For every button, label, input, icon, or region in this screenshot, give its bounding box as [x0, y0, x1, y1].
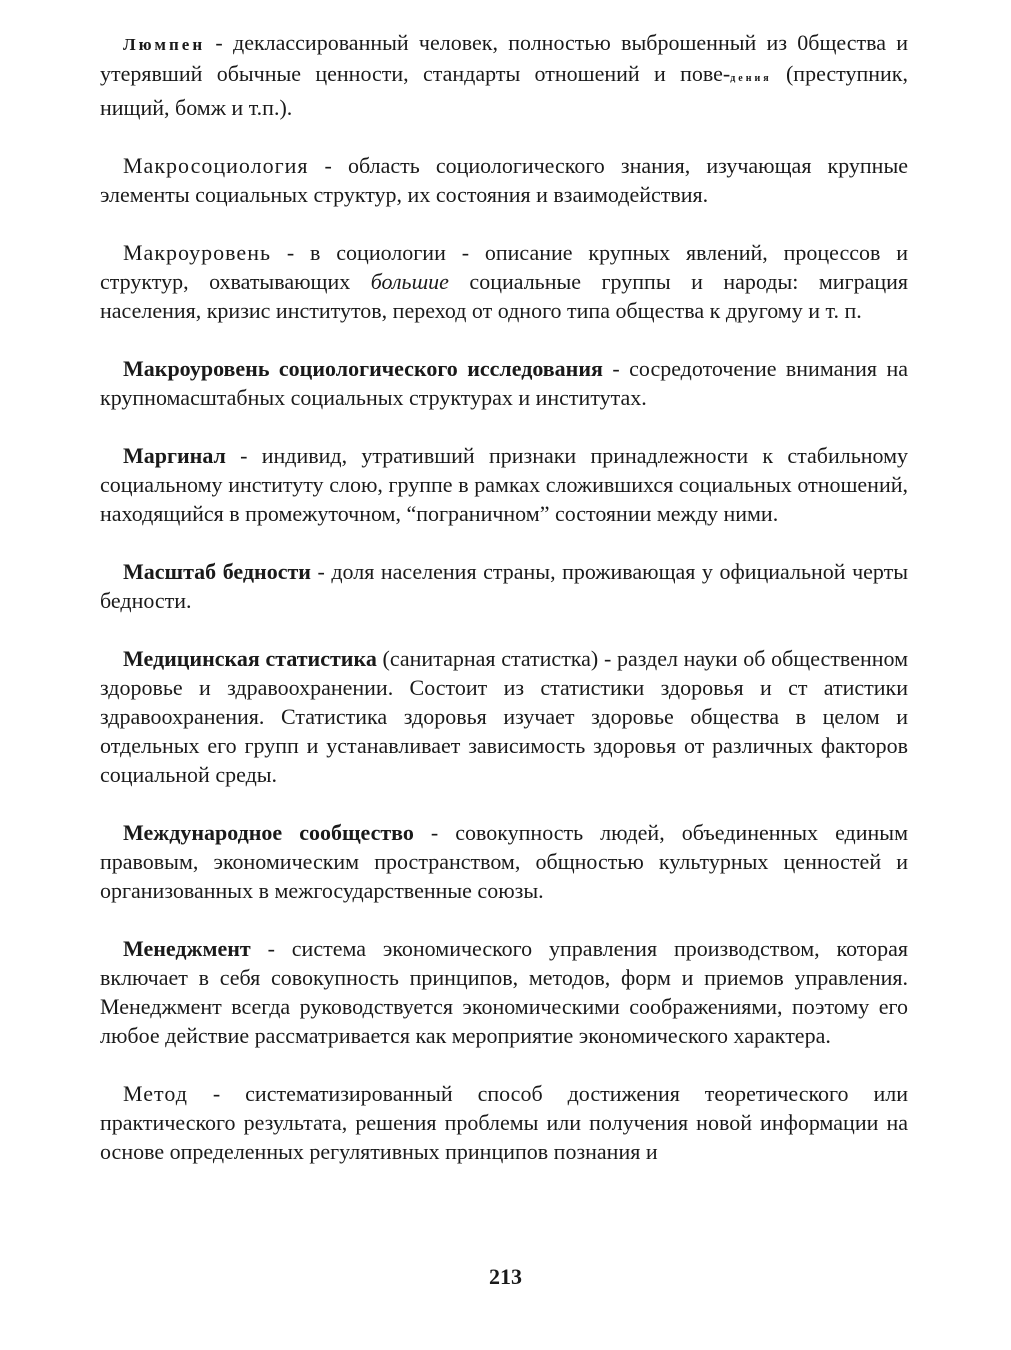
entry-macrolevel-research: [100, 354, 908, 412]
entry-definition: систематизированный способ достижения теоретического или практического результата, решения проблемы или получения новой информации на основе определенных регулятивных принципов познания и: [100, 1081, 908, 1164]
entry-macrolevel: [100, 238, 908, 325]
entry-term: Медицинская статистика: [123, 646, 377, 671]
entry-term: Масштаб бедности: [123, 559, 311, 584]
entry-separator: -: [250, 936, 292, 961]
entry-definition: область социологического знания, изучающая крупные элементы социальных структур, их состояния и взаимодействия.: [100, 153, 908, 207]
entry-term: Менеджмент: [123, 936, 251, 961]
entry-lumpen: [100, 28, 908, 122]
entry-management: [100, 934, 908, 1050]
entry-definition-end: (преступник, нищий, бомж и т.п.).: [100, 61, 908, 120]
entry-separator: -: [271, 240, 311, 265]
entry-macrosociology: [100, 151, 908, 209]
entry-medical-statistics: [100, 644, 908, 789]
entry-definition: доля населения страны, проживающая у официальной черты бедности.: [100, 559, 908, 613]
entry-separator: -: [308, 153, 348, 178]
entry-poverty-scale: [100, 557, 908, 615]
entry-term: Маргинал: [123, 443, 226, 468]
entry-definition: индивид, утративший признаки принадлежности к стабильному социальному институту слою, группе в рамках сложившихся социальных отношений, находящийся в промежуточном, “пограничном” состоянии между ними.: [100, 443, 909, 526]
entry-separator: -: [187, 1081, 246, 1106]
entry-definition: система экономического управления производством, которая включает в себя совокупность принципов, методов, форм и приемов управления. Менеджмент всегда руководствуется экономическими соображениями, поэтому его любое действие рассматривается как мероприятие экономического характера.: [100, 936, 908, 1048]
entry-marginal: [100, 441, 908, 528]
page-number: 213: [489, 1264, 522, 1289]
entry-definition: (санитарная статистка) - раздел науки об общественном здоровье и здравоохранении. Состоит из статистики здоровья и ст атистики здравоохранения. Статистика здоровья изучает здоровье общества в целом и отдельных его групп и устанавливает зависимость здоровья от различных факторов социальной среды.: [100, 646, 909, 787]
entry-term: Макроуровень социологического исследования: [123, 356, 603, 381]
entry-definition: в социологии - описание крупных явлений, процессов и структур, охватывающих: [100, 240, 908, 294]
entry-definition-end: социальные группы и народы: миграция населения, кризис институтов, переход от одного типа общества к другому и т. п.: [100, 269, 909, 323]
entry-separator: -: [602, 356, 630, 381]
entry-method: [100, 1079, 908, 1166]
entry-definition-small: дения: [730, 73, 772, 84]
entry-term: Макросоциология: [123, 153, 309, 178]
entry-term: Люмпен: [123, 35, 206, 54]
entry-definition: совокупность людей, объединенных единым правовым, экономическим пространством, общностью культурных ценностей и организованных в межгосударственные союзы.: [100, 820, 909, 903]
entry-separator: -: [413, 820, 456, 845]
entry-term: Макроуровень: [123, 240, 272, 265]
entry-separator: -: [225, 443, 262, 468]
entry-term: Метод: [123, 1081, 188, 1106]
page-body: [100, 28, 908, 1195]
entry-term: Международное сообщество: [123, 820, 414, 845]
entry-international-community: [100, 818, 908, 905]
entry-definition-emphasis: большие: [370, 269, 449, 294]
entry-definition: деклассированный человек, полностью выброшенный из 0бщества и утерявший обычные ценности, стандарты отношений и пове-: [100, 30, 908, 86]
entry-definition: сосредоточение внимания на крупномасштабных социальных структурах и институтах.: [100, 356, 908, 410]
entry-separator: -: [310, 559, 332, 584]
entry-separator: -: [205, 30, 234, 55]
